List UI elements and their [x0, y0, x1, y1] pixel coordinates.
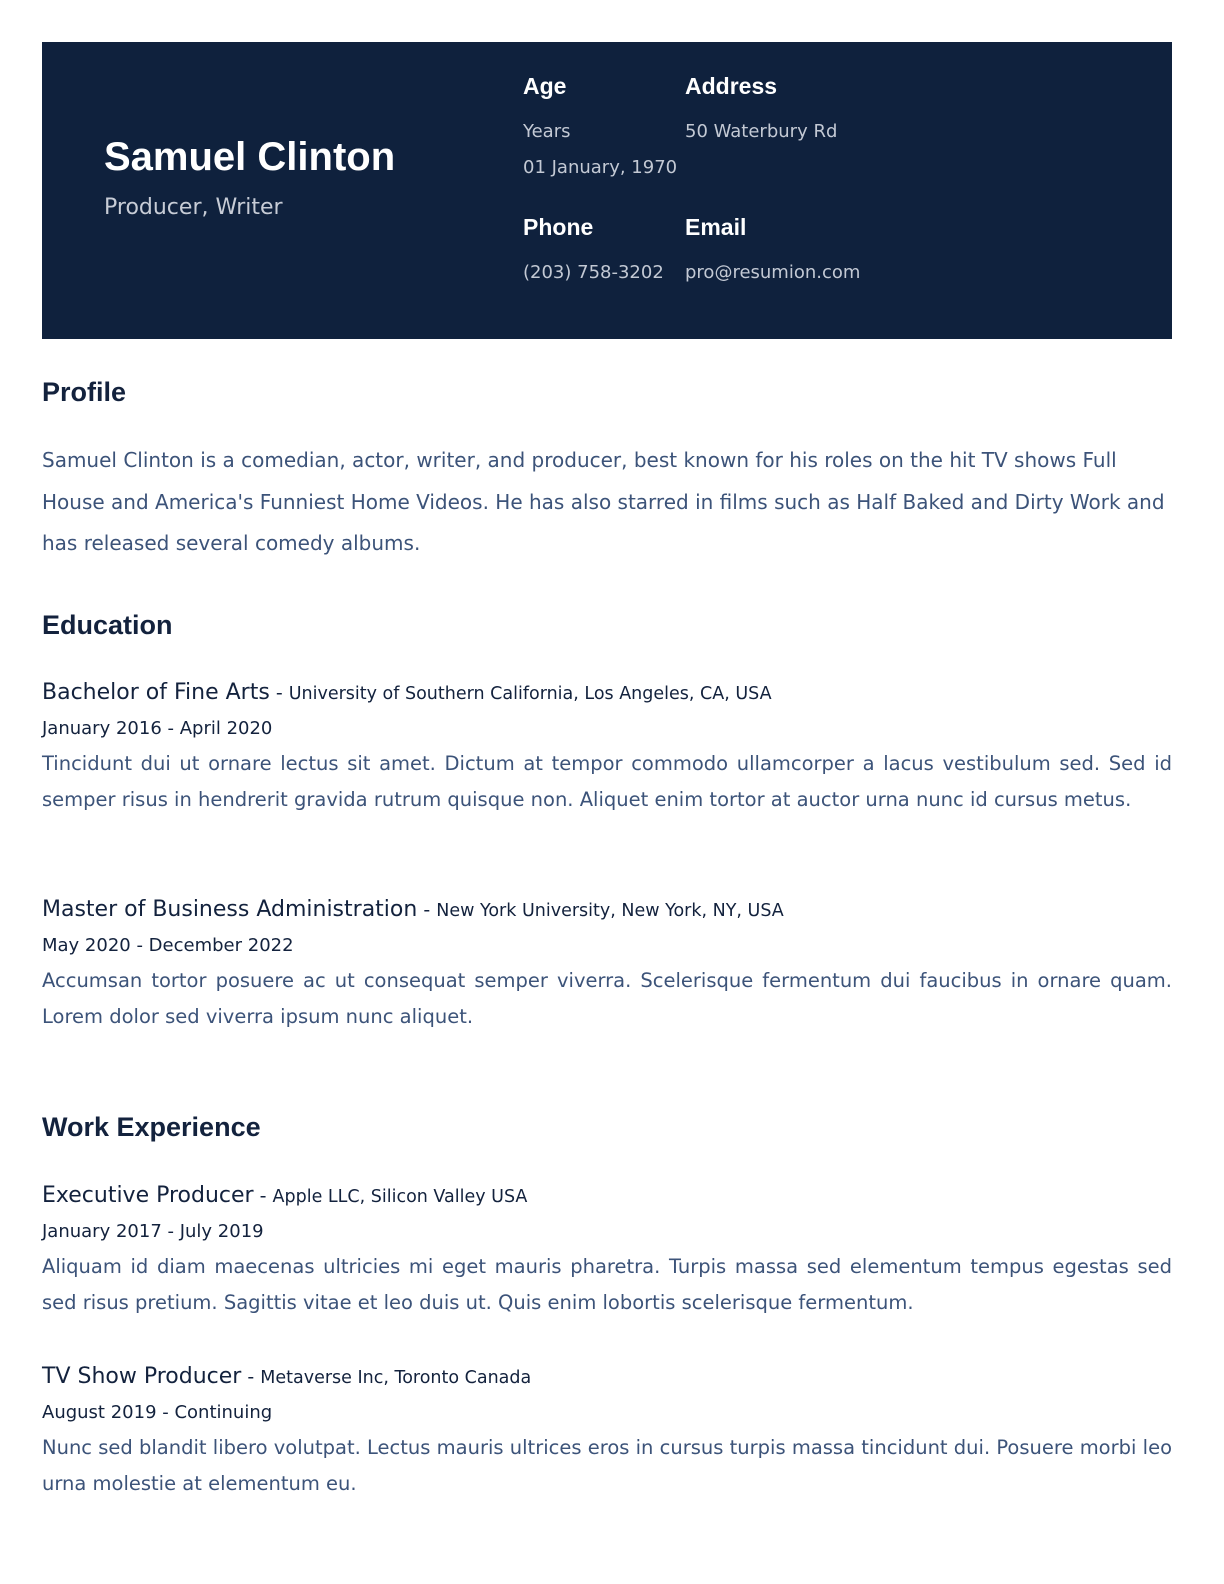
work-dates: January 2017 - July 2019: [42, 1221, 264, 1242]
resume-header: [42, 42, 1172, 339]
phone-label: Phone: [523, 214, 594, 240]
address-label: Address: [685, 73, 778, 99]
phone-value: (203) 758-3202: [523, 262, 664, 283]
age-value: Years: [523, 121, 571, 142]
education-heading: Education: [42, 610, 173, 640]
work-entry: [42, 1181, 1172, 1321]
email-value: pro@resumion.com: [685, 262, 861, 283]
work-experience-heading: Work Experience: [42, 1112, 261, 1142]
work-entry-header: [42, 1181, 1172, 1211]
company: Apple LLC, Silicon Valley USA: [272, 1187, 528, 1207]
work-description: Nunc sed blandit libero volutpat. Lectus mauris ultrices eros in cursus turpis massa tincidunt dui. Posuere morbi leo urna molestie at elementum eu.: [42, 1436, 1172, 1495]
job-role: Executive Producer: [42, 1183, 254, 1208]
entry-separator: -: [269, 682, 289, 704]
education-entry: [42, 678, 1172, 818]
work-dates: August 2019 - Continuing: [42, 1402, 273, 1423]
institution: University of Southern California, Los Angeles, CA, USA: [288, 684, 772, 704]
profile-heading: Profile: [42, 377, 127, 407]
work-entry-header: [42, 1362, 1172, 1392]
entry-separator: -: [253, 1185, 273, 1207]
birth-date: 01 January, 1970: [523, 157, 678, 178]
address-value: 50 Waterbury Rd: [685, 121, 838, 142]
email-label: Email: [685, 214, 747, 240]
degree-title: Bachelor of Fine Arts: [42, 680, 270, 705]
company: Metaverse Inc, Toronto Canada: [260, 1368, 532, 1388]
work-entry: [42, 1362, 1172, 1502]
job-role: TV Show Producer: [42, 1364, 242, 1389]
work-description: Aliquam id diam maecenas ultricies mi eget mauris pharetra. Turpis massa sed elementum tempus egestas sed sed risus pretium. Sagittis vitae et leo duis ut. Quis enim lobortis scelerisque fermentum.: [42, 1255, 1172, 1314]
candidate-name: Samuel Clinton: [104, 135, 396, 179]
entry-separator: -: [241, 1366, 261, 1388]
education-entry: [42, 895, 1172, 1035]
profile-text: Samuel Clinton is a comedian, actor, writer, and producer, best known for his roles on the hit TV shows Full House and America's Funniest Home Videos. He has also starred in films such as Half Baked and Dirty Work and has released several comedy albums.: [42, 448, 1165, 555]
education-dates: May 2020 - December 2022: [42, 935, 294, 956]
education-dates: January 2016 - April 2020: [42, 718, 273, 739]
education-description: Accumsan tortor posuere ac ut consequat semper viverra. Scelerisque fermentum dui faucibus in ornare quam. Lorem dolor sed viverra ipsum nunc aliquet.: [42, 969, 1172, 1028]
candidate-title: Producer, Writer: [104, 195, 283, 220]
age-label: Age: [523, 73, 567, 99]
education-entry-header: [42, 678, 1172, 708]
education-description: Tincidunt dui ut ornare lectus sit amet. Dictum at tempor commodo ullamcorper a lacus vestibulum sed. Sed id semper risus in hendrerit gravida rutrum quisque non. Aliquet enim tortor at auctor urna nunc id cursus metus.: [42, 752, 1172, 811]
entry-separator: -: [417, 899, 437, 921]
education-entry-header: [42, 895, 1172, 925]
degree-title: Master of Business Administration: [42, 897, 418, 922]
institution: New York University, New York, NY, USA: [436, 901, 784, 921]
